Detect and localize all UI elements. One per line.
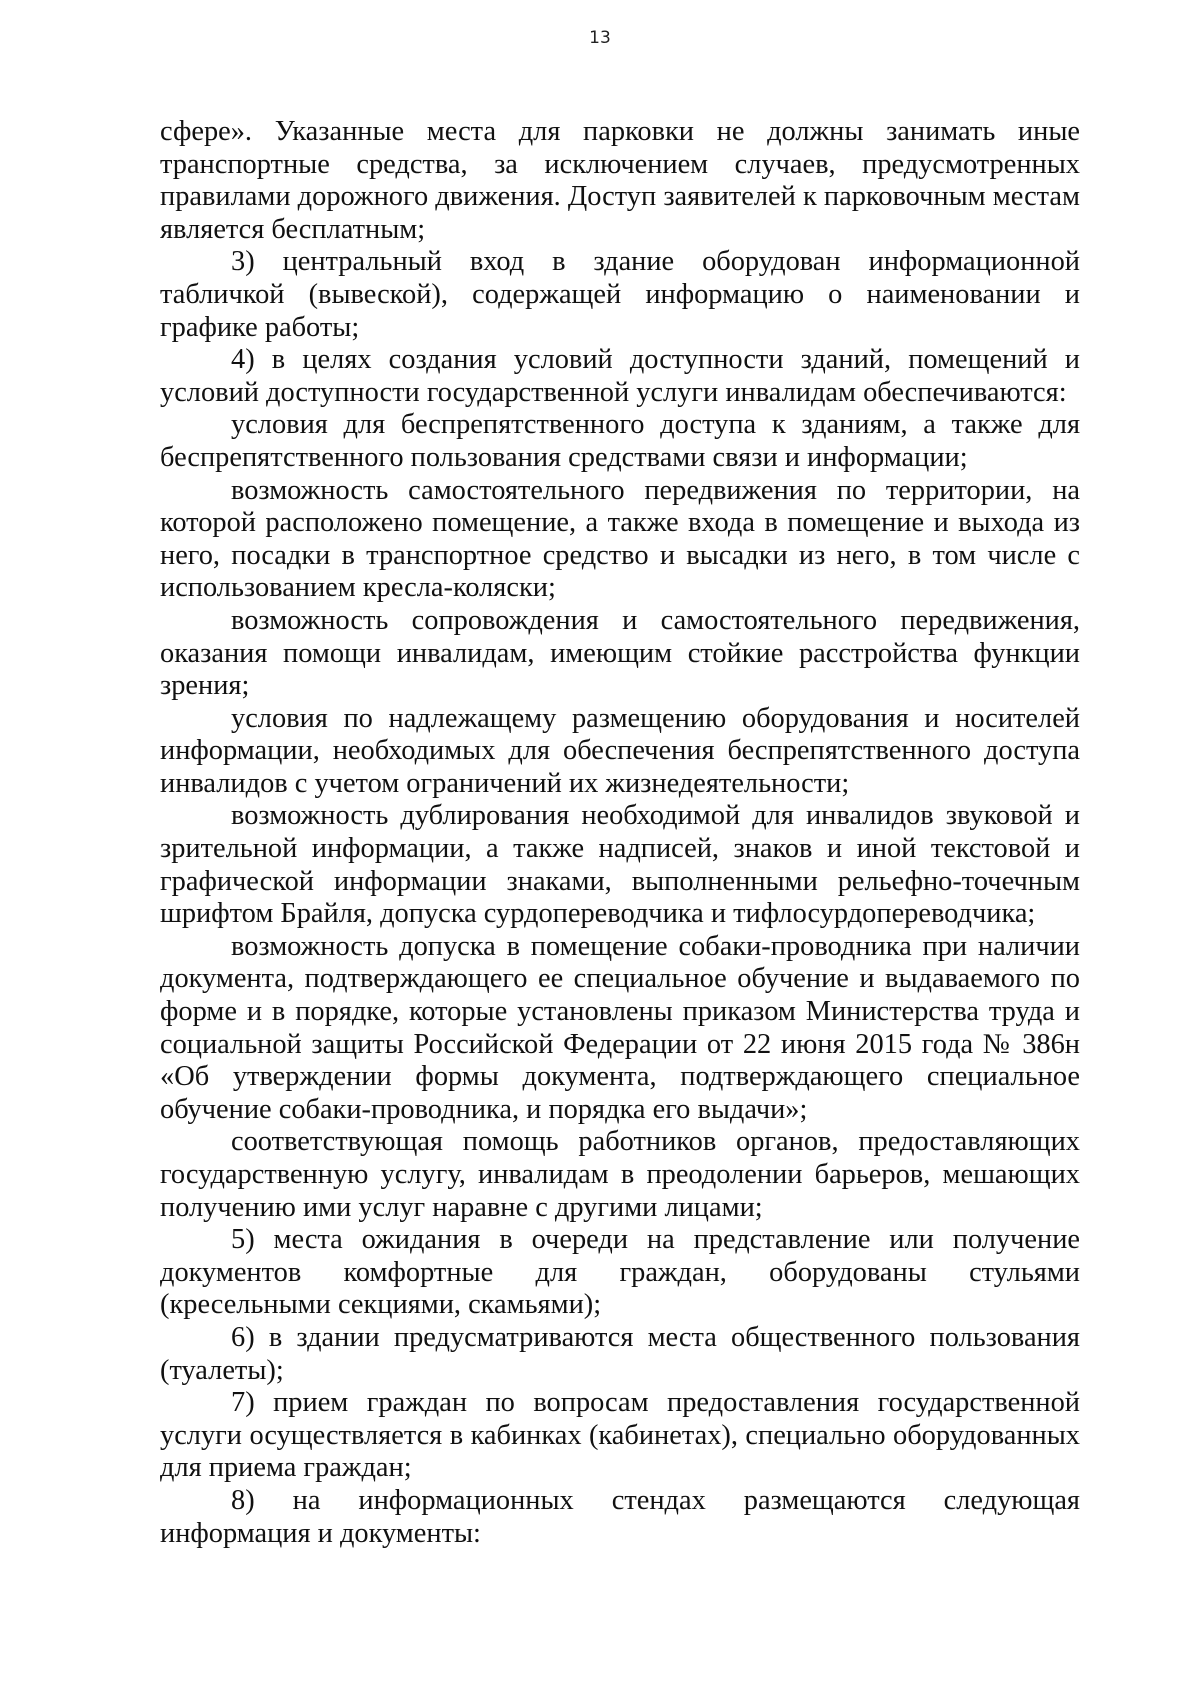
page-number: 13 — [589, 28, 611, 48]
paragraph: условия для беспрепятственного доступа к зданиям, а также для беспрепятственного пользования средствами связи и информации; — [160, 409, 1080, 473]
paragraph: возможность сопровождения и самостоятельного передвижения, оказания помощи инвалидам, имеющим стойкие расстройства функции зрения; — [160, 604, 1080, 702]
paragraph: 3) центральный вход в здание оборудован информационной табличкой (вывеской), содержащей информацию о наименовании и графике работы; — [160, 246, 1080, 343]
document-body — [160, 116, 1080, 1550]
paragraph: 7) прием граждан по вопросам предоставления государственной услуги осуществляется в кабинках (кабинетах), специально оборудованных для приема граждан; — [160, 1387, 1080, 1484]
paragraph: возможность дублирования необходимой для инвалидов звуковой и зрительной информации, а также надписей, знаков и иной текстовой и графической информации знаками, выполненными рельефно-точечным шрифтом Брайля, допуска сурдопереводчика и тифлосурдопереводчика; — [160, 800, 1080, 930]
paragraph: 8) на информационных стендах размещаются следующая информация и документы: — [160, 1484, 1080, 1549]
paragraph: сфере». Указанные места для парковки не должны занимать иные транспортные средства, за исключением случаев, предусмотренных правилами дорожного движения. Доступ заявителей к парковочным местам является бесплатным; — [160, 116, 1080, 245]
paragraph: условия по надлежащему размещению оборудования и носителей информации, необходимых для обеспечения беспрепятственного доступа инвалидов с учетом ограничений их жизнедеятельности; — [160, 702, 1080, 799]
paragraph: возможность допуска в помещение собаки-проводника при наличии документа, подтверждающего ее специальное обучение и выдаваемого по форме и в порядке, которые установлены приказом Министерства труда и социальной защиты Российской Федерации от 22 июня 2015 года № 386н «Об утверждении формы документа, подтверждающего специальное обучение собаки-проводника, и порядка его выдачи»; — [160, 930, 1080, 1125]
paragraph: 6) в здании предусматриваются места общественного пользования (туалеты); — [160, 1321, 1080, 1386]
paragraph: 4) в целях создания условий доступности зданий, помещений и условий доступности государственной услуги инвалидам обеспечиваются: — [160, 344, 1080, 408]
paragraph: соответствующая помощь работников органов, предоставляющих государственную услугу, инвалидам в преодолении барьеров, мешающих получению ими услуг наравне с другими лицами; — [160, 1126, 1080, 1223]
paragraph: 5) места ожидания в очереди на представление или получение документов комфортные для граждан, оборудованы стульями (кресельными секциями, скамьями); — [160, 1224, 1080, 1321]
paragraph: возможность самостоятельного передвижения по территории, на которой расположено помещение, а также входа в помещение и выхода из него, посадки в транспортное средство и высадки из него, в том числе с использованием кресла-коляски; — [160, 474, 1080, 604]
